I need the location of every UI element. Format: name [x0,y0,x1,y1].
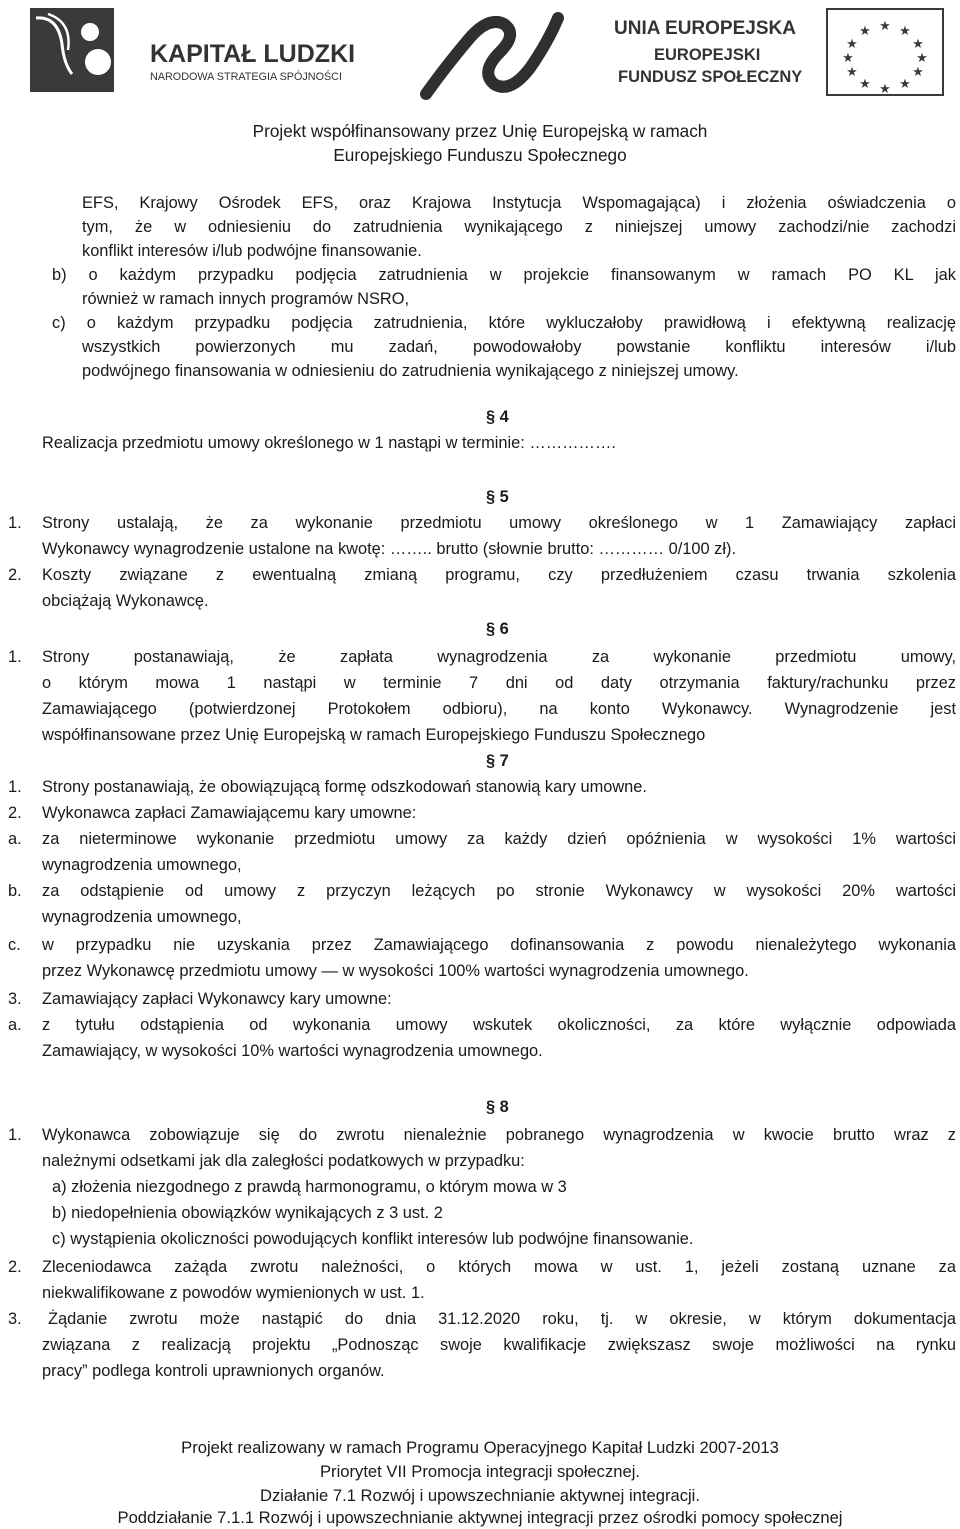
section-6-item-1-line-3: Zamawiającego (potwierdzonej Protokołem odbioru), na konto Wykonawcy. Wynagrodzenie jest [42,700,956,718]
intro-item-c-line-1: c) o każdym przypadku podjęcia zatrudnienia, które wykluczałoby prawidłową i efektywną realizację [52,314,956,332]
section-8-item-1-number: 1. [8,1126,22,1144]
svg-text:★: ★ [912,37,924,52]
section-7-item-c-line-2: przez Wykonawcę przedmiotu umowy — w wysokości 100% wartości wynagrodzenia umownego. [42,962,749,980]
eu-flag [826,8,944,96]
section-7-item-1-text: Strony postanawiają, że obowiązującą formę odszkodowań stanowią kary umowne. [42,778,647,796]
section-7-item-a-line-2: wynagrodzenia umownego, [42,856,242,874]
section-7-item-2-text: Wykonawca zapłaci Zamawiającemu kary umowne: [42,804,417,822]
svg-text:★: ★ [859,24,871,39]
svg-text:★: ★ [842,51,854,66]
section-7-item-3a-line-1: z tytułu odstąpienia od wykonania umowy wskutek okoliczności, za które wyłącznie odpowiada [42,1016,956,1034]
section-7-item-3-number: 3. [8,990,22,1008]
footer-line-4: Poddziałanie 7.1.1 Rozwój i upowszechnianie aktywnej integracji przez ośrodki pomocy społecznej [117,1508,843,1527]
section-6-item-1-number: 1. [8,648,22,666]
kapital-ludzki-subtitle: NARODOWA STRATEGIA SPÓJNOŚCI [150,71,342,83]
svg-text:★: ★ [916,51,928,66]
eu-title: UNIA EUROPEJSKA [614,18,796,39]
section-5-item-2-number: 2. [8,566,22,584]
section-7-item-b-line-1: za odstąpienie od umowy z przyczyn leżących po stronie Wykonawcy w wysokości 20% wartości [42,882,956,900]
section-7-heading: § 7 [486,752,509,770]
eu-flag-icon [826,8,944,96]
section-7-item-3a-letter: a. [8,1016,22,1034]
section-8-item-1-line-2: należnymi odsetkami jak dla zaległości podatkowych w przypadku: [42,1152,525,1170]
section-8-item-3-line-2: związana z realizacją projektu „Podnosząc swoje kwalifikacje zwiększasz swoje możliwości na rynku [42,1336,956,1354]
intro-item-c-line-2: wszystkich powierzonych mu zadań, powodowałoby powstanie konfliktu interesów i/lub [82,338,956,356]
svg-text:★: ★ [899,77,911,92]
section-7-item-a-line-1: za nieterminowe wykonanie przedmiotu umowy za każdy dzień opóźnienia w wysokości 1% wartości [42,830,956,848]
section-8-item-2-line-2: niekwalifikowane z powodów wymienionych w ust. 1. [42,1284,425,1302]
footer-line-2: Priorytet VII Promocja integracji społecznej. [319,1462,641,1481]
section-8-item-3-number: 3. [8,1310,22,1328]
kapital-ludzki-logo [28,4,378,96]
section-7-item-c-line-1: w przypadku nie uzyskania przez Zamawiającego dofinansowania z powodu nienależytego wykonania [42,936,956,954]
section-6-item-1-line-4: współfinansowane przez Unię Europejską w ramach Europejskiego Funduszu Społecznego [42,726,706,744]
section-6-heading: § 6 [486,620,509,638]
eu-fund-line1: EUROPEJSKI [654,46,761,64]
section-8-item-1-line-1: Wykonawca zobowiązuje się do zwrotu nienależnie pobranego wynagrodzenia w kwocie brutto wraz z [42,1126,956,1144]
svg-text:★: ★ [859,77,871,92]
kapital-ludzki-emblem-icon [28,4,378,96]
svg-text:★: ★ [899,24,911,39]
section-6-item-1-line-1: Strony postanawiają, że zapłata wynagrodzenia za wykonanie przedmiotu umowy, [42,648,956,666]
svg-text:★: ★ [846,65,858,80]
intro-line-3: konflikt interesów i/lub podwójne finansowanie. [82,242,422,260]
section-7-item-c-letter: c. [8,936,21,954]
eu-fund-line2: FUNDUSZ SPOŁECZNY [618,68,803,86]
section-5-item-1-line-1: Strony ustalają, że za wykonanie przedmiotu umowy określonego w 1 Zamawiający zapłaci [42,514,956,532]
section-5-item-2-line-1: Koszty związane z ewentualną zmianą programu, czy przedłużeniem czasu trwania szkolenia [42,566,956,584]
intro-line-2: tym, że w odniesieniu do zatrudnienia wynikającego z niniejszej umowy zachodzi/nie zachodzi [82,218,956,236]
section-8-subitem-a: a) złożenia niezgodnego z prawdą harmonogramu, o którym mowa w 3 [52,1178,567,1196]
section-8-item-2-line-1: Zleceniodawca zażąda zwrotu należności, o których mowa w ust. 1, jeżeli zostaną uznane za [42,1258,956,1276]
section-4-heading: § 4 [486,408,509,426]
section-7-item-1-number: 1. [8,778,22,796]
swirl-logo [418,6,568,100]
section-7-item-3-text: Zamawiający zapłaci Wykonawcy kary umowne: [42,990,392,1008]
section-8-item-3-line-3: pracy” podlega kontroli uprawnionych organów. [42,1362,385,1380]
section-7-item-3a-line-2: Zamawiający, w wysokości 10% wartości wynagrodzenia umownego. [42,1042,543,1060]
section-7-item-2-number: 2. [8,804,22,822]
intro-line-1: EFS, Krajowy Ośrodek EFS, oraz Krajowa Instytucja Wspomagająca) i złożenia oświadczenia o [82,194,956,212]
footer-line-3: Działanie 7.1 Rozwój i upowszechnianie aktywnej integracji. [260,1486,700,1505]
section-6-item-1-line-2: o którym mowa 1 nastąpi w terminie 7 dni od daty otrzymania faktury/rachunku przez [42,674,956,692]
footer-line-1: Projekt realizowany w ramach Programu Operacyjnego Kapitał Ludzki 2007-2013 [181,1438,779,1457]
section-5-item-1-number: 1. [8,514,22,532]
header-line-1: Projekt współfinansowany przez Unię Europejską w ramach [252,121,708,141]
section-8-heading: § 8 [486,1098,509,1116]
section-8-subitem-c: c) wystąpienia okoliczności powodujących konflikt interesów lub podwójne finansowanie. [52,1230,694,1248]
section-7-item-a-letter: a. [8,830,22,848]
section-8-subitem-b: b) niedopełnienia obowiązków wynikających z 3 ust. 2 [52,1204,443,1222]
section-8-item-3-line-1: Żądanie zwrotu może nastąpić do dnia 31.12.2020 roku, tj. w okresie, w którym dokumentacja [48,1310,956,1328]
svg-text:★: ★ [846,37,858,52]
intro-item-b-line-1: b) o każdym przypadku podjęcia zatrudnienia w projekcie finansowanym w ramach PO KL jak [52,266,956,284]
intro-item-c-line-3: podwójnego finansowania w odniesieniu do zatrudnienia wynikającego z niniejszej umowy. [82,362,739,380]
section-7-item-b-letter: b. [8,882,22,900]
intro-item-b-line-2: również w ramach innych programów NSRO, [82,290,410,308]
swirl-icon [418,6,568,100]
section-5-heading: § 5 [486,488,509,506]
svg-text:★: ★ [879,19,891,34]
header-line-2: Europejskiego Funduszu Społecznego [333,145,627,165]
section-5-item-1-line-2: Wykonawcy wynagrodzenie ustalone na kwotę: …….. brutto (słownie brutto: ………… 0/100 zł). [42,540,737,558]
section-8-item-2-number: 2. [8,1258,22,1276]
kapital-ludzki-title: KAPITAŁ LUDZKI [150,40,356,68]
section-4-text: Realizacja przedmiotu umowy określonego w 1 nastąpi w terminie: ……………. [42,434,616,452]
section-7-item-b-line-2: wynagrodzenia umownego, [42,908,242,926]
svg-text:★: ★ [912,65,924,80]
eu-logo-text [614,12,814,92]
svg-text:★: ★ [879,82,891,96]
section-5-item-2-line-2: obciążają Wykonawcę. [42,592,209,610]
